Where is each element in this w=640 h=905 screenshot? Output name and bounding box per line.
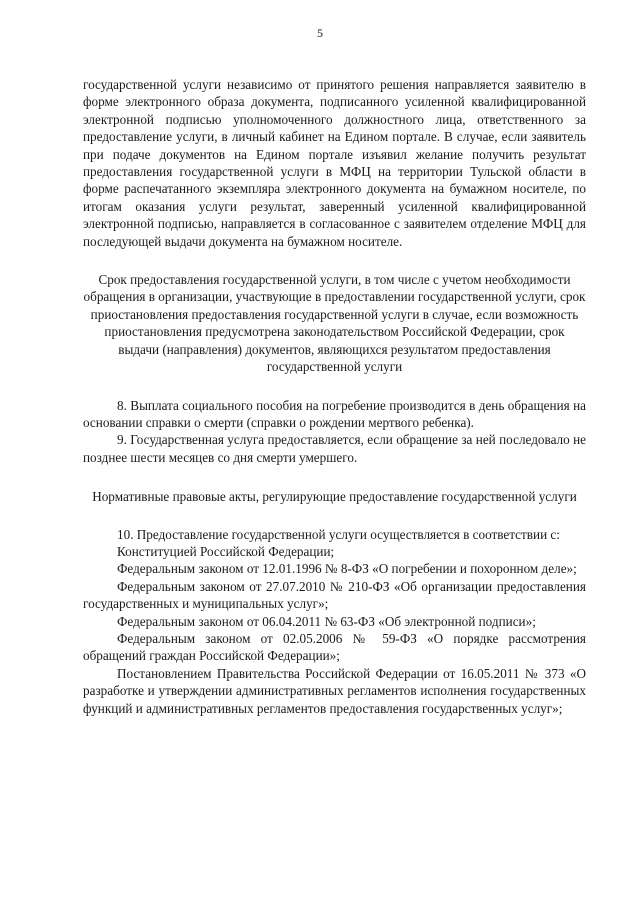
- act-item: Конституцией Российской Федерации;: [117, 543, 335, 559]
- paragraph-9: 9. Государственная услуга предоставляется, если обращение за ней последовало не позднее шести месяцев со дня смерти умершего.: [83, 432, 586, 465]
- act-item: Федеральным законом от 02.05.2006 № 59-ФЗ «О порядке рассмотрения обращений граждан Российской Федерации»;: [83, 630, 586, 664]
- paragraph-8: 8. Выплата социального пособия на погребение производится в день обращения на основании справки о смерти (справки о рождении мертвого ребенка).: [83, 397, 586, 430]
- document-body: [83, 76, 586, 717]
- page-number: 5: [317, 26, 323, 40]
- section-heading-acts: Нормативные правовые акты, регулирующие предоставление государственной услуги: [92, 489, 577, 505]
- act-item: Федеральным законом от 27.07.2010 № 210-ФЗ «Об организации предоставления государственных и муниципальных услуг»;: [83, 578, 586, 612]
- act-item: Постановлением Правительства Российской Федерации от 16.05.2011 № 373 «О разработке и утверждении административных регламентов исполнения государственных функций и административных регламентов предоставления государственных услуг»;: [83, 665, 586, 716]
- act-item: Федеральным законом от 12.01.1996 № 8-ФЗ «О погребении и похоронном деле»;: [117, 561, 577, 577]
- paragraph-10: 10. Предоставление государственной услуги осуществляется в соответствии с:: [117, 526, 560, 542]
- section-heading-term: Срок предоставления государственной услуги, в том числе с учетом необходимости обращения в организации, участвующие в предоставлении государственной услуги, срок приостановления предоставления государственной услуги в случае, если возможность приостановления предусмотрена законодательством Российской Федерации, срок выдачи (направления) документов, являющихся результатом предоставления государственной услуги: [83, 272, 586, 375]
- paragraph-intro: государственной услуги независимо от принятого решения направляется заявителю в форме электронного образа документа, подписанного усиленной квалифицированной электронной подписью уполномоченного должностного лица, ответственного за предоставление услуги, в личный кабинет на Едином портале. В случае, если заявитель при подаче документов на Едином портале изъявил желание получить результат предоставления государственной услуги в МФЦ на территории Тульской области в форме распечатанного экземпляра электронного документа на бумажном носителе, по итогам оказания услуги результат, заверенный усиленной квалифицированной электронной подписью, направляется в согласованное с заявителем отделение МФЦ для последующей выдачи документа на бумажном носителе.: [83, 77, 586, 249]
- act-item: Федеральным законом от 06.04.2011 № 63-ФЗ «Об электронной подписи»;: [117, 613, 536, 629]
